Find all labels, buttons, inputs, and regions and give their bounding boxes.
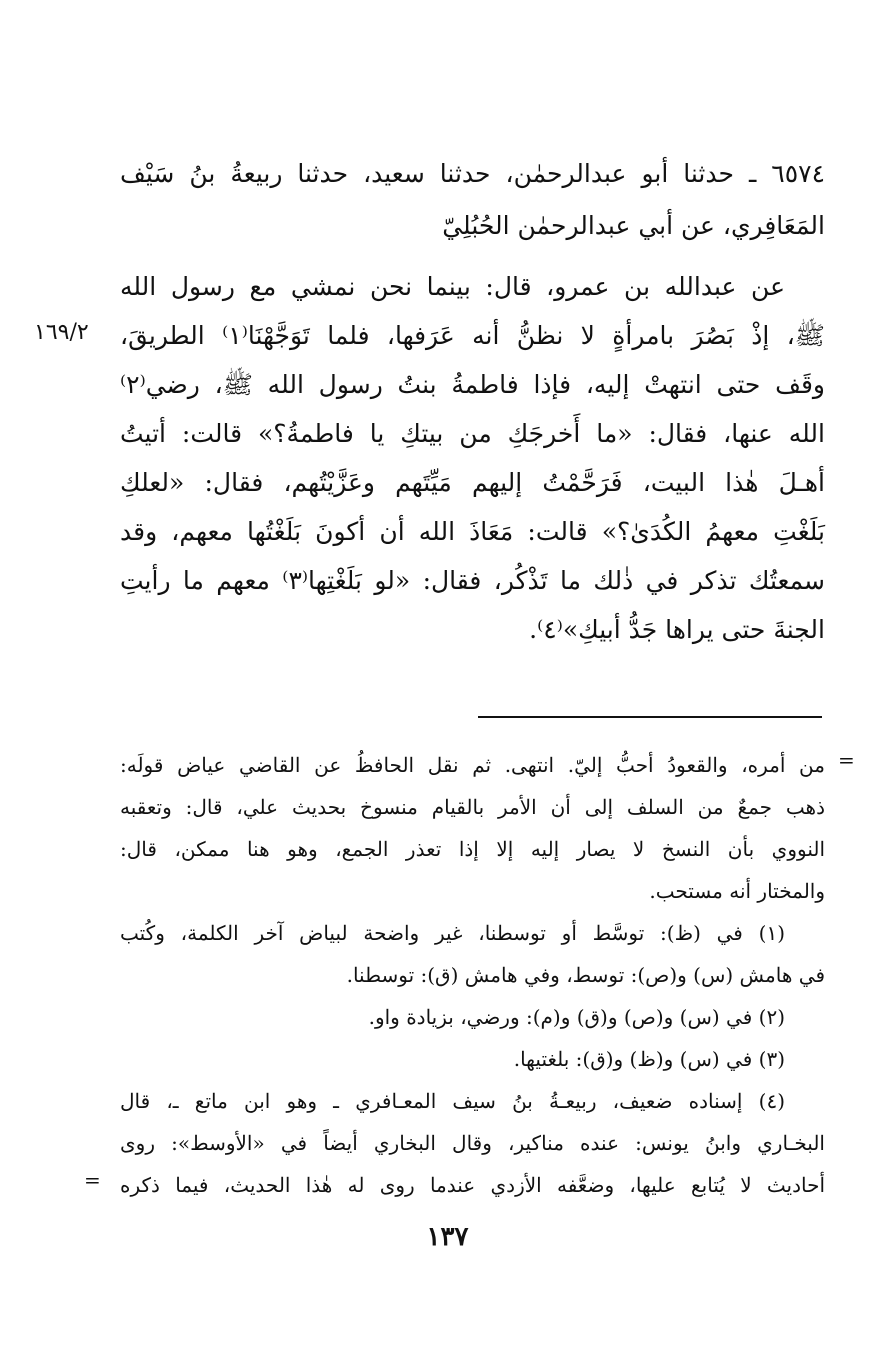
footnote-continuation-mark-bottom: = <box>84 1168 101 1192</box>
matn-line: بَلَغْتِ معهمُ الكُدَىٰ؟» قالت: مَعَاذَ الله أن أكونَ بَلَغْتُها معهم، وقد <box>120 517 825 546</box>
matn-line: ﷺ، إذْ بَصُرَ بامرأةٍ لا نظنُّ أنه عَرَفها، فلما تَوَجَّهْنَا⁽١⁾ الطريقَ، <box>120 321 826 350</box>
matn-line: أهـلَ هٰذا البيت، فَرَحَّمْتُ إليهم مَيِّتَهم وعَزَّيْتُهم، فقال: «لعلكِ <box>120 468 825 497</box>
footnotes <box>120 744 825 1206</box>
footnote-4: (٤) إسناده ضعيف، ربيعـةُ بنُ سيف المعـافري ـ وهو ابن ماتع ـ، قال <box>120 1089 785 1113</box>
isnad-line: ٦٥٧٤ ـ حدثنا أبو عبدالرحمٰن، حدثنا سعيد، حدثنا ربيعةُ بنُ سَيْف <box>120 159 825 188</box>
margin-volume-page-reference: ١٦٩/٢ <box>34 320 89 345</box>
hadith-text <box>120 262 825 654</box>
footnote-3: (٣) في (س) و(ظ) و(ق): بلغتيها. <box>513 1047 785 1071</box>
footnote-4-cont: أحاديث لا يُتابع عليها، وضعَّفه الأزدي عندما روى له هٰذا الحديث، فيما ذكره <box>120 1173 825 1197</box>
footnote-continuation-mark-top: = <box>838 748 855 772</box>
page-number: ١٣٧ <box>426 1222 469 1252</box>
matn-line: سمعتُك تذكر في ذٰلك ما تَذْكُر، فقال: «لو بَلَغْتِها⁽٣⁾ معهم ما رأيتِ <box>120 566 825 595</box>
matn-line: وقَف حتى انتهتْ إليه، فإذا فاطمةُ بنتُ رسول الله ﷺ، رضي⁽٢⁾ <box>120 370 825 399</box>
footnote-line: ذهب جمعٌ من السلف إلى أن الأمر بالقيام منسوخ بحديث علي، قال: وتعقبه <box>120 795 825 819</box>
footnote-4-cont: البخـاري وابنُ يونس: عنده مناكير، وقال البخاري أيضاً في «الأوسط»: روى <box>120 1131 825 1155</box>
footnote-1-cont: في هامش (س) و(ص): توسط، وفي هامش (ق): توسطنا. <box>346 963 825 987</box>
footnote-line: النووي بأن النسخ لا يصار إليه إلا إذا تعذر الجمع، وهو هنا ممكن، قال: <box>120 837 825 861</box>
matn-line: الجنةَ حتى يراها جَدُّ أبيكِ»⁽٤⁾. <box>529 615 825 644</box>
matn-line: عن عبدالله بن عمرو، قال: بينما نحن نمشي مع رسول الله <box>120 272 785 301</box>
footnote-line: من أمره، والقعودُ أحبُّ إليّ. انتهى. ثم نقل الحافظُ عن القاضي عياض قولَه: <box>120 753 825 777</box>
isnad-line: المَعَافِري، عن أبي عبدالرحمٰن الحُبُلِيّ <box>442 211 825 240</box>
footnote-2: (٢) في (س) و(ص) و(ق) و(م): ورضي، بزيادة واو. <box>368 1005 785 1029</box>
hadith-isnad <box>120 148 825 252</box>
footnote-1: (١) في (ظ): توسَّط أو توسطنا، غير واضحة لبياض آخر الكلمة، وكُتب <box>120 921 785 945</box>
matn-line: الله عنها، فقال: «ما أَخرجَكِ من بيتكِ يا فاطمةُ؟» قالت: أتيتُ <box>120 419 825 448</box>
footnote-separator <box>478 716 822 718</box>
footnote-line: والمختار أنه مستحب. <box>649 879 825 903</box>
